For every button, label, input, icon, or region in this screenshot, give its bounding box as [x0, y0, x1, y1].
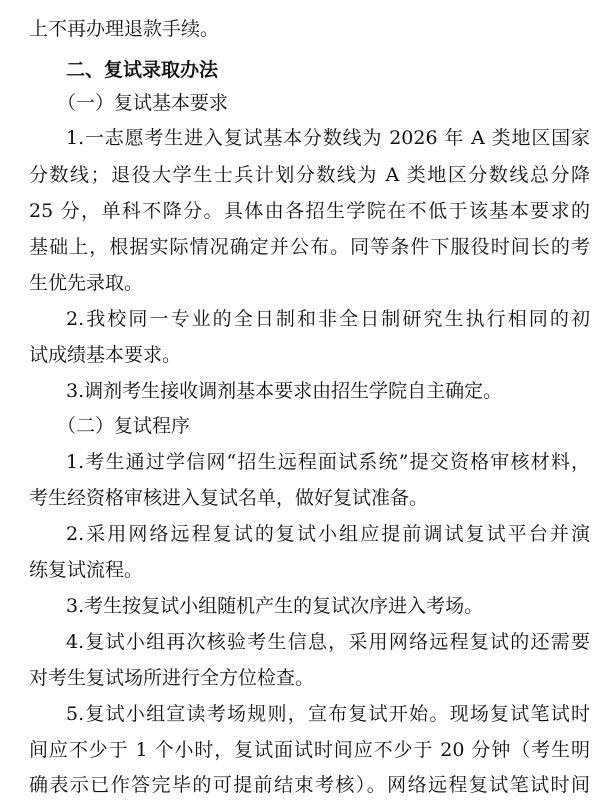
paragraph-line: 对考生复试场所进行全方位检查。	[29, 667, 315, 689]
paragraph-line: 2.采用网络远程复试的复试小组应提前调试复试平台并演	[66, 523, 590, 545]
paragraph-line: 确表示已作答完毕的可提前结束考核）。网络远程复试笔试时间	[29, 774, 590, 796]
subsection-heading: （二）复试程序	[57, 415, 191, 437]
paragraph-line: 4.复试小组再次核验考生信息，采用网络远程复试的还需要	[66, 631, 590, 653]
paragraph-line: 分数线；退役大学生士兵计划分数线为 A 类地区分数线总分降	[29, 164, 590, 186]
paragraph-line: 上不再办理退款手续。	[29, 18, 220, 40]
paragraph-line: 3.调剂考生接收调剂基本要求由招生学院自主确定。	[66, 380, 503, 402]
paragraph-line: 生优先录取。	[29, 272, 144, 294]
paragraph-line: 1.一志愿考生进入复试基本分数线为 2026 年 A 类地区国家	[66, 127, 590, 149]
subsection-heading: （一）复试基本要求	[57, 92, 229, 114]
paragraph-line: 基础上，根据实际情况确定并公布。同等条件下服役时间长的考	[29, 236, 590, 258]
paragraph-line: 25 分，单科不降分。具体由各招生学院在不低于该基本要求的	[29, 200, 590, 222]
paragraph-line: 间应不少于 1 个小时，复试面试时间应不少于 20 分钟（考生明	[29, 739, 590, 761]
paragraph-line: 2.我校同一专业的全日制和非全日制研究生执行相同的初	[66, 308, 590, 330]
paragraph-line: 练复试流程。	[29, 559, 144, 581]
paragraph-line: 3.考生按复试小组随机产生的复试次序进入考场。	[66, 595, 484, 617]
paragraph-line: 5.复试小组宣读考场规则，宣布复试开始。现场复试笔试时	[66, 703, 590, 725]
section-heading: 二、复试录取办法	[66, 59, 219, 81]
paragraph-line: 试成绩基本要求。	[29, 344, 182, 366]
paragraph-line: 1.考生通过学信网“招生远程面试系统”提交资格审核材料，	[66, 451, 590, 473]
paragraph-line: 考生经资格审核进入复试名单，做好复试准备。	[29, 487, 429, 509]
